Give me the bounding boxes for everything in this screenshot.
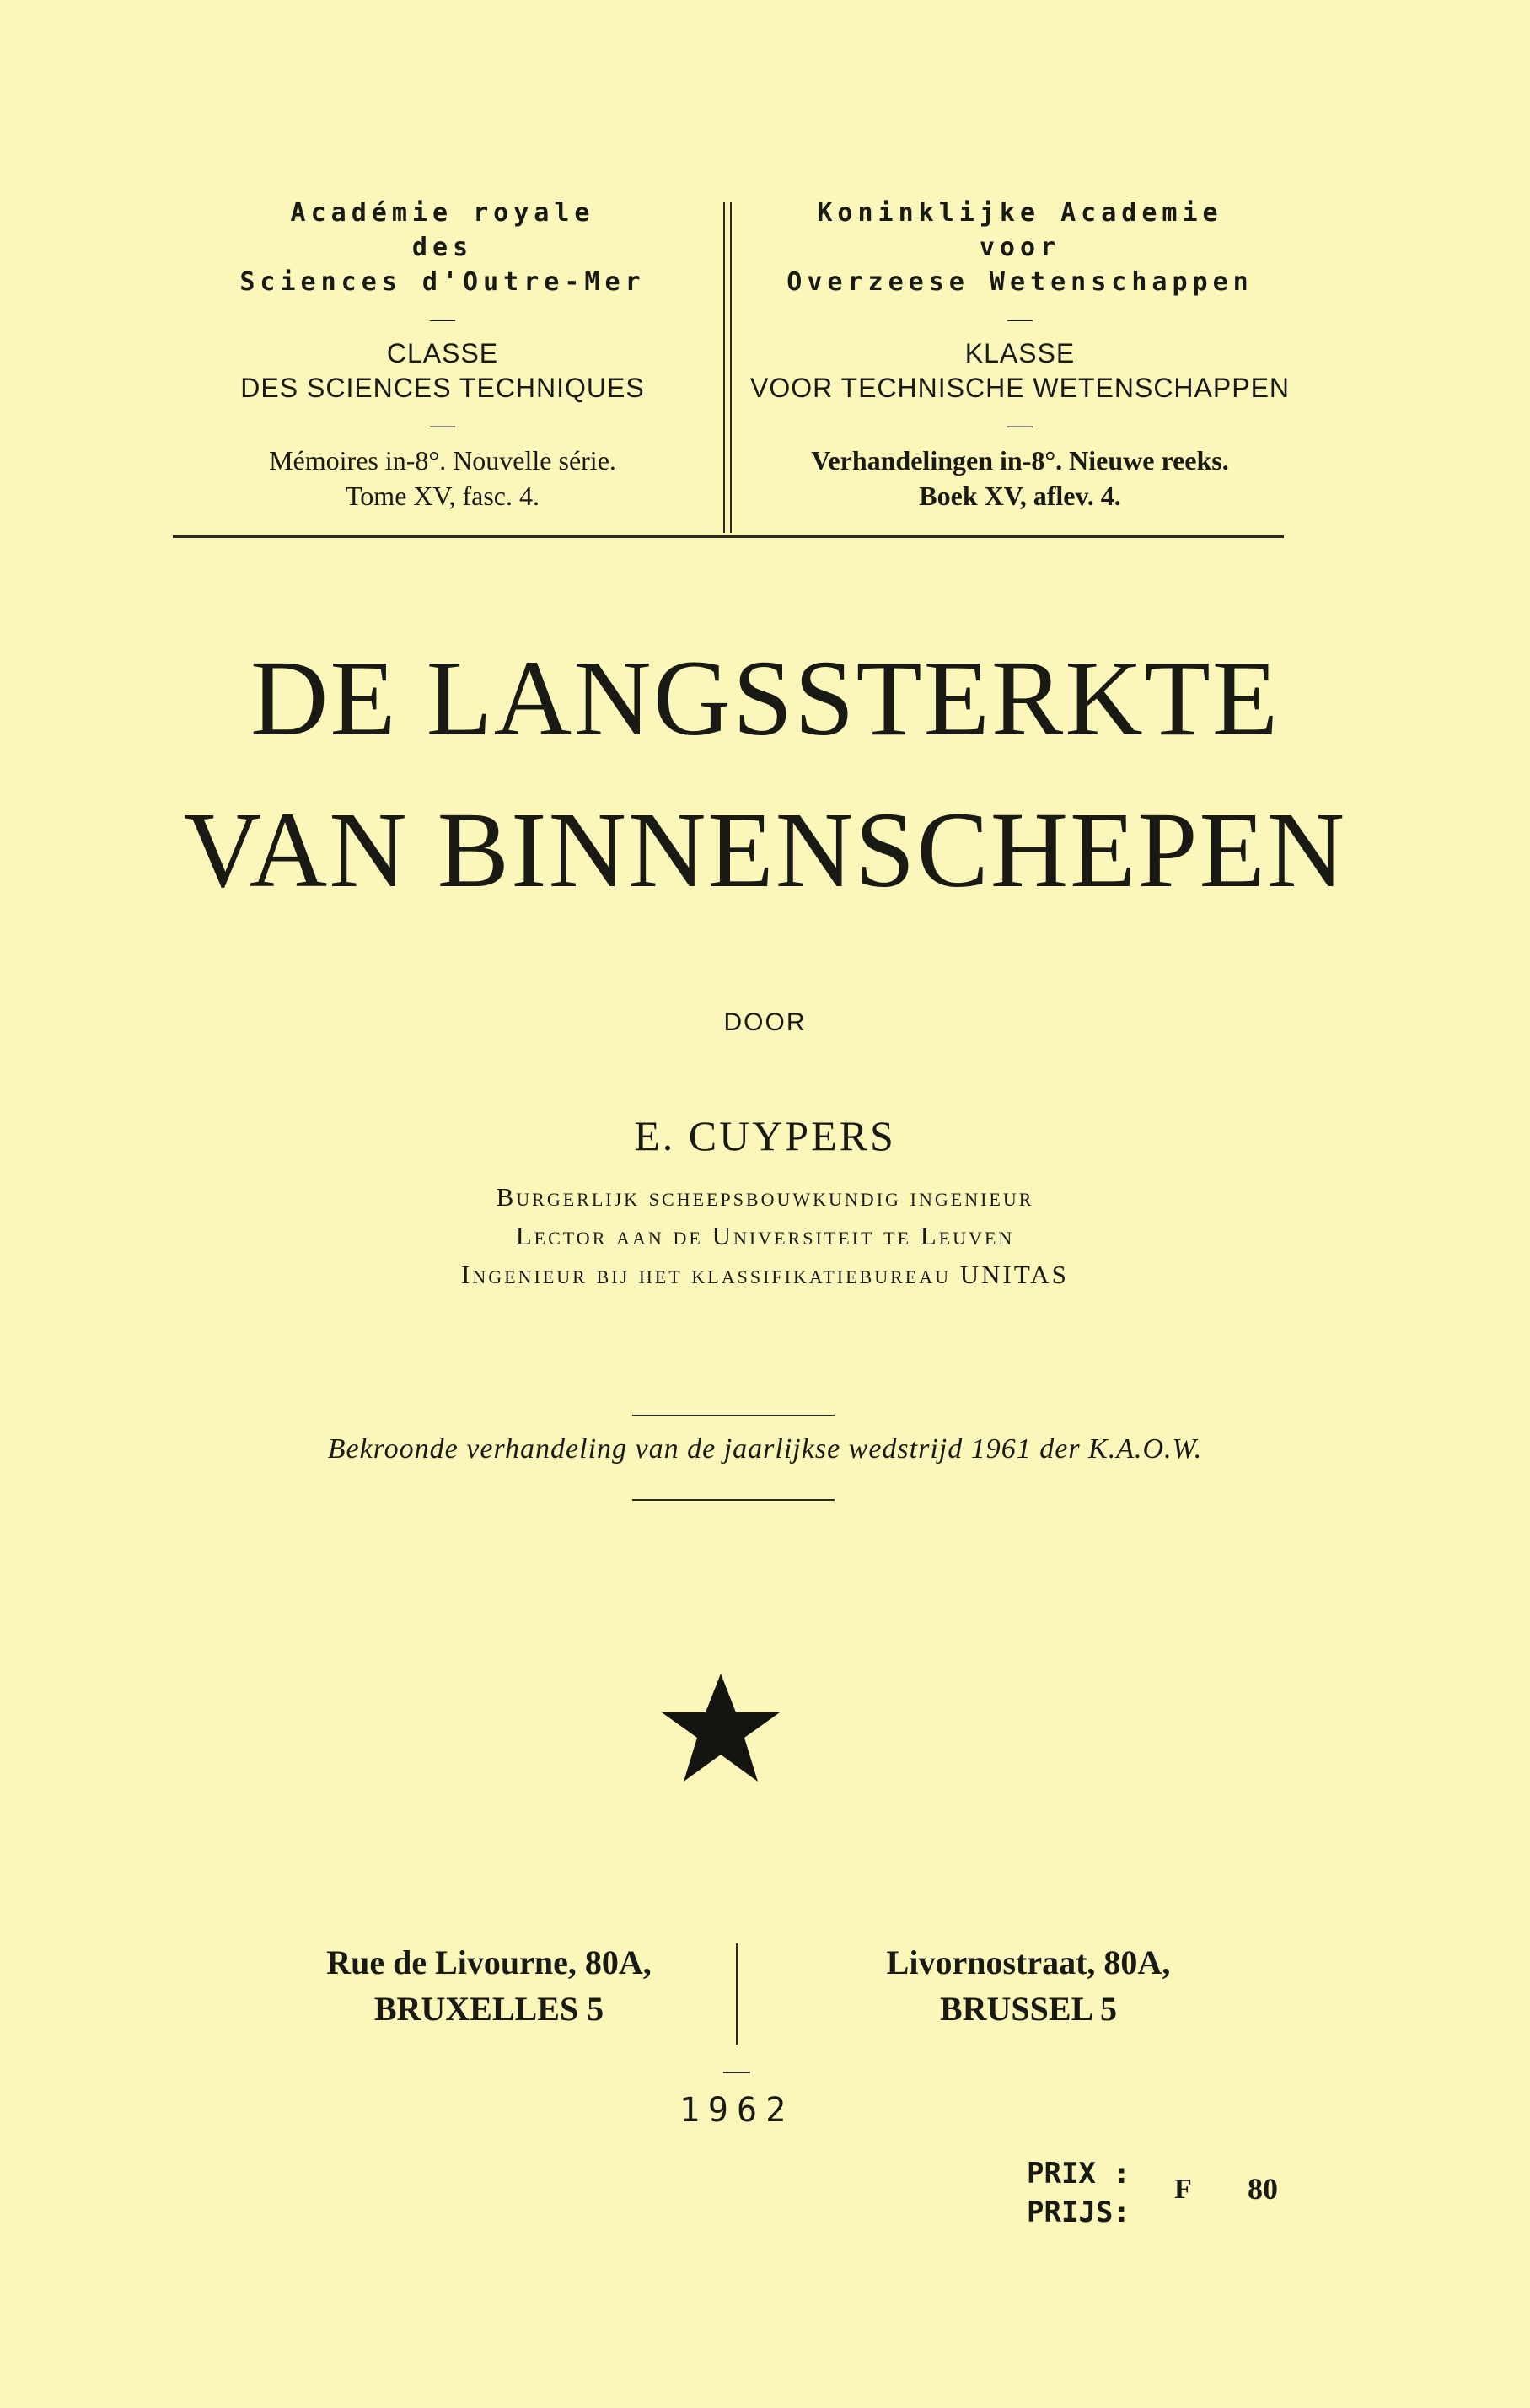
academy-name-nl-line1: Koninklijke Academie (817, 198, 1223, 228)
price-labels (1027, 2154, 1130, 2232)
header-divider (723, 202, 725, 533)
class-nl-line1: KLASSE (964, 338, 1076, 368)
address-fr-city: BRUXELLES 5 (373, 1990, 604, 2028)
author-name: E. CUYPERS (634, 1112, 896, 1159)
year-dash (723, 2072, 750, 2073)
header-left (169, 196, 717, 513)
separator-dash: — (1007, 304, 1033, 332)
by-label: DOOR (723, 1008, 807, 1036)
author-affiliation: Ingenieur bij het klassifikatiebureau UNITAS (461, 1260, 1069, 1289)
address-nl-city: BRUSSEL 5 (939, 1990, 1118, 2028)
price-amount: 80 (1248, 2172, 1278, 2206)
volume-fr: Tome XV, fasc. 4. (345, 481, 540, 511)
author-affiliation: Burgerlijk scheepsbouwkundig ingenieur (496, 1182, 1034, 1212)
star-icon (658, 1674, 784, 1783)
separator-dash: — (430, 304, 455, 332)
academy-name-fr-line2: des (411, 233, 474, 262)
address-divider (736, 1943, 738, 2045)
header-rule (173, 535, 1284, 538)
price-label-fr: PRIX : (1027, 2157, 1130, 2190)
header-right (733, 196, 1307, 513)
award-rule-bottom (632, 1499, 835, 1501)
address-nl (792, 1939, 1264, 2032)
academy-name-nl-line3: Overzeese Wetenschappen (786, 267, 1254, 297)
separator-dash: — (1007, 411, 1033, 438)
header-divider (730, 202, 732, 533)
address-fr-street: Rue de Livourne, 80A, (326, 1943, 652, 1981)
title-line1: DE LANGSSTERKTE (250, 638, 1280, 758)
address-nl-street: Livornostraat, 80A, (886, 1943, 1171, 1981)
award-note: Bekroonde verhandeling van de jaarlijkse wedstrijd 1961 der K.A.O.W. (327, 1433, 1203, 1465)
publication-year: 1962 (679, 2091, 795, 2130)
academy-name-fr-line3: Sciences d'Outre-Mer (239, 267, 646, 297)
class-fr-line1: CLASSE (386, 338, 499, 368)
separator-dash: — (430, 411, 455, 438)
class-fr-line2: DES SCIENCES TECHNIQUES (240, 373, 645, 403)
price-label-nl: PRIJS: (1027, 2196, 1130, 2229)
author-affiliation: Lector aan de Universiteit te Leuven (515, 1221, 1015, 1250)
series-fr: Mémoires in-8°. Nouvelle série. (269, 445, 616, 476)
award-rule-top (632, 1415, 835, 1416)
price-currency: F (1174, 2174, 1192, 2205)
academy-name-nl-line2: voor (979, 233, 1061, 262)
volume-nl: Boek XV, aflev. 4. (919, 481, 1121, 511)
series-nl: Verhandelingen in-8°. Nieuwe reeks. (811, 445, 1229, 476)
address-fr (253, 1939, 725, 2032)
academy-name-fr-line1: Académie royale (290, 198, 595, 228)
class-nl-line2: VOOR TECHNISCHE WETENSCHAPPEN (749, 373, 1291, 403)
title-line2: VAN BINNENSCHEPEN (183, 790, 1347, 910)
